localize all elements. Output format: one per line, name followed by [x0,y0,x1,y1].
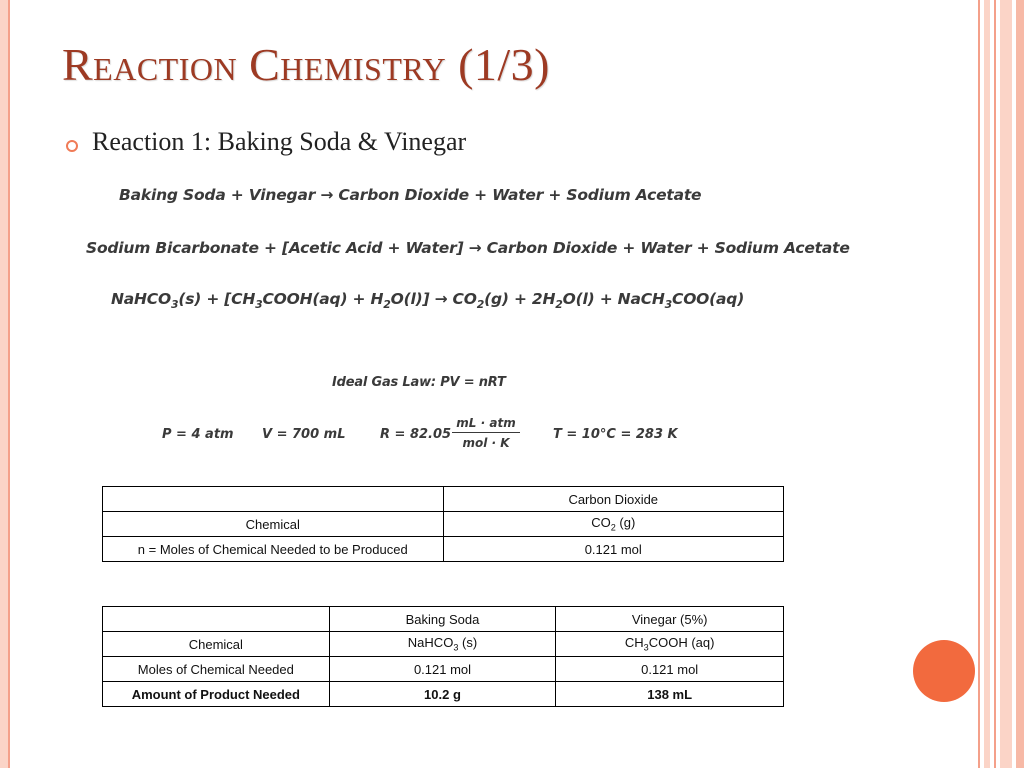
ideal-gas-law: Ideal Gas Law: PV = nRT [332,375,506,390]
word-equation-2: Sodium Bicarbonate + [Acetic Acid + Water] → Carbon Dioxide + Water + Sodium Acetate [86,239,850,257]
word-equation-1: Baking Soda + Vinegar → Carbon Dioxide + Water + Sodium Acetate [119,186,702,204]
table-cell: Chemical [103,632,330,657]
volume-value: V = 700 mL [262,427,346,442]
table-cell: 138 mL [556,682,784,707]
table-row [103,537,784,562]
right-stripe-1 [978,0,980,768]
table-cell [103,607,330,632]
table-row [103,657,784,682]
decorative-circle [913,640,975,702]
right-stripe-5 [1016,0,1024,768]
table-cell: n = Moles of Chemical Needed to be Produced [103,537,444,562]
right-stripe-2 [984,0,990,768]
table-cell: $CO_2$ (g) [443,512,784,537]
table-row [103,682,784,707]
table-cell [103,487,444,512]
bullet-icon [66,140,78,152]
table-cell: Vinegar (5%) [556,607,784,632]
table-cell: NaHCO$_3$ (s) [329,632,556,657]
units-numerator: mL · atm [452,416,520,433]
units-denominator: mol · K [462,436,510,450]
table-cell: Moles of Chemical Needed [103,657,330,682]
table-row [103,607,784,632]
slide-frame-line [8,0,10,768]
table-row [103,632,784,657]
table-cell: 0.121 mol [556,657,784,682]
table-cell: 0.121 mol [329,657,556,682]
table-cell: 0.121 mol [443,537,784,562]
right-stripe-3 [994,0,996,768]
table-row [103,487,784,512]
table-row [103,512,784,537]
bullet-text: Reaction 1: Baking Soda & Vinegar [92,127,467,156]
temperature-value: T = 10°C = 283 K [553,427,678,442]
reactants-table [102,606,784,707]
pressure-value: P = 4 atm [162,427,234,442]
gas-constant-value: R = 82.05 [380,427,452,442]
table-cell: Amount of Product Needed [103,682,330,707]
slide-title: Reaction Chemistry (1/3) [62,39,550,90]
table-cell: Carbon Dioxide [443,487,784,512]
table-cell: Baking Soda [329,607,556,632]
table-cell: $CH_3COOH$ (aq) [556,632,784,657]
right-stripe-4 [1000,0,1012,768]
chemical-equation: NaHCO$_3$(s) + $[CH_3COOH(aq) + H_2O(l)] \to CO_2(g) + 2H_2O(l)$ + NaCH$_3$COO(aq) [111,290,745,312]
gas-constant-units [452,416,520,450]
table-cell: 10.2 g [329,682,556,707]
carbon-dioxide-table [102,486,784,562]
table-cell: Chemical [103,512,444,537]
